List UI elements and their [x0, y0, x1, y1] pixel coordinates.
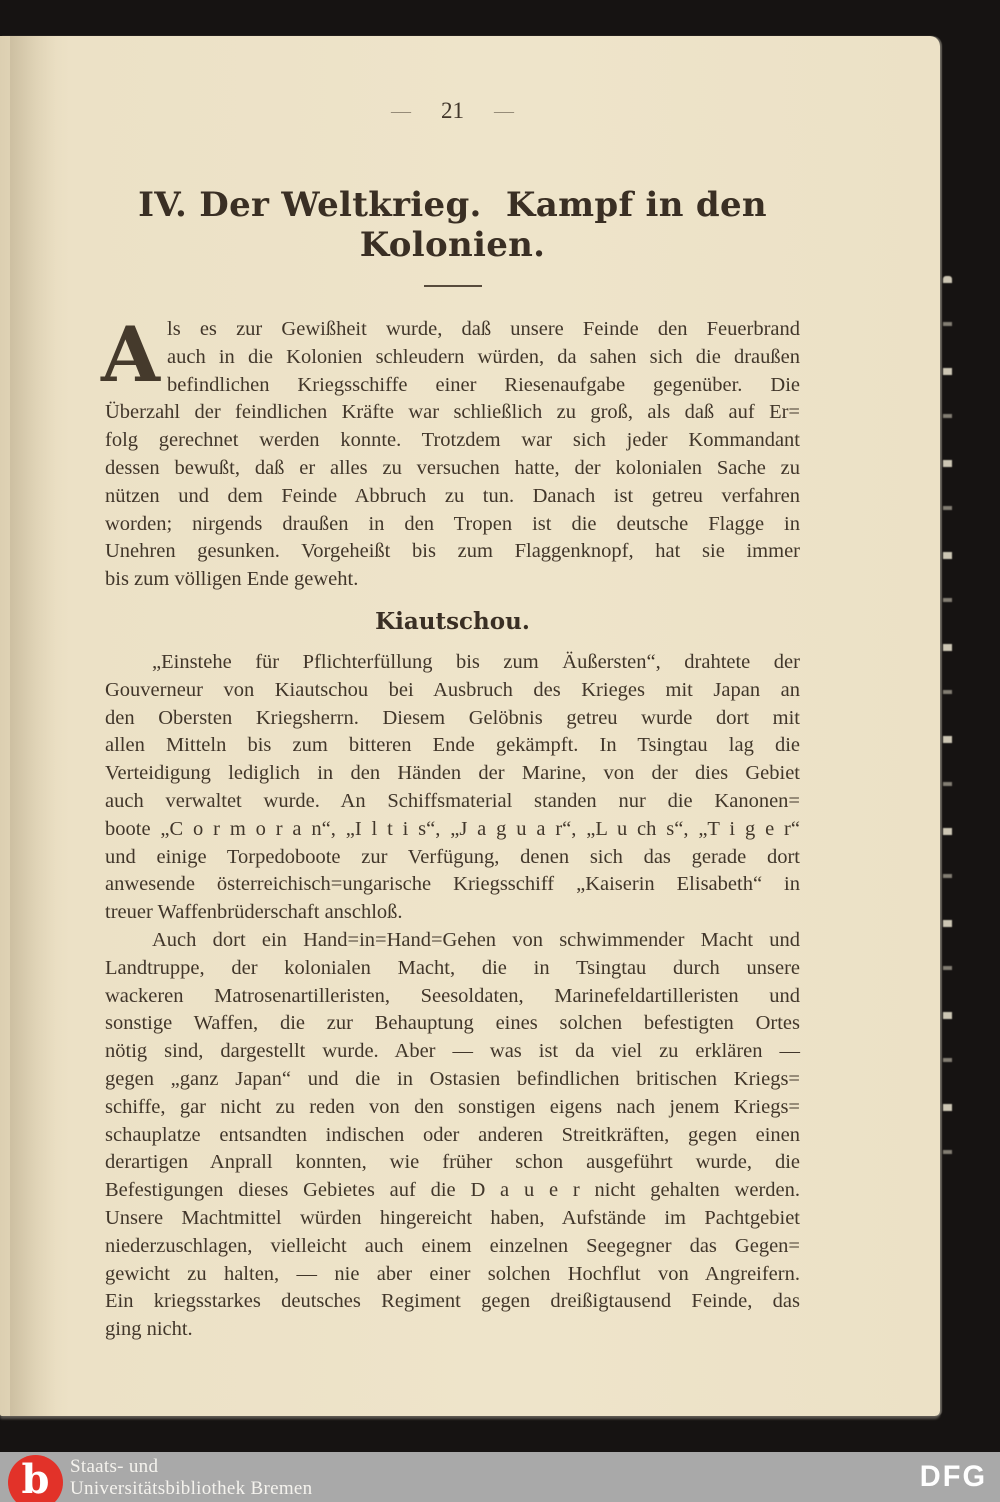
text-line: auch in die Kolonien schleudern würden, da sahen sich die draußen: [167, 345, 800, 368]
logo-letter-b: b: [21, 1455, 50, 1502]
text-line: derartigen Anprall konnten, wie früher schon ausgeführt wurde, die: [105, 1151, 800, 1174]
text-line: und einige Torpedoboote zur Verfügung, denen sich das gerade dort: [105, 845, 800, 868]
text-line: niederzuschlagen, vielleicht auch einem einzelnen Seegegner das Gegen=: [105, 1234, 800, 1257]
text-line: den Obersten Kriegsherrn. Diesem Gelöbnis getreu wurde dort mit: [105, 706, 800, 729]
text-line: befindlichen Kriegsschiffe einer Riesenaufgabe gegenüber. Die: [167, 373, 800, 396]
text-line: nützen und dem Feinde Abbruch zu tun. Danach ist getreu verfahren: [105, 484, 800, 507]
text-line: Ein kriegsstarkes deutsches Regiment gegen dreißigtausend Feinde, das: [105, 1290, 800, 1313]
paragraph-2: [105, 649, 800, 927]
text-line: Überzahl der feindlichen Kräfte war schließlich zu groß, als daß auf Er=: [105, 401, 800, 424]
page-content: [0, 98, 940, 1344]
chapter-title: IV. Der Weltkrieg. Kampf in den Kolonien.: [138, 185, 780, 265]
section-heading: Kiautschou.: [375, 607, 530, 635]
text-line: ging nicht.: [105, 1318, 193, 1341]
text-line: allen Mitteln bis zum bitteren Ende gekämpft. In Tsingtau lag die: [105, 734, 800, 757]
text-line: Landtruppe, der kolonialen Macht, die in Tsingtau durch unsere: [105, 956, 800, 979]
text-line: boote „C o r m o r a n“, „I l t i s“, „J a g u a r“, „L u ch s“, „T i g e r“: [105, 817, 800, 840]
text-line: sonstige Waffen, die zur Behauptung eines solchen befestigten Ortes: [105, 1012, 800, 1035]
text-line: „Einstehe für Pflichterfüllung bis zum Äußersten“, drahtete der: [152, 650, 800, 673]
text-line: auch verwaltet wurde. An Schiffsmaterial standen nur die Kanonen=: [105, 789, 800, 812]
dfg-logo: DFG: [919, 1460, 987, 1494]
text-line: treuer Waffenbrüderschaft anschloß.: [105, 901, 403, 924]
text-line: Unehren gesunken. Vorgeheißt bis zum Flaggenknopf, hat sie immer: [105, 540, 800, 563]
text-line: Auch dort ein Hand=in=Hand=Gehen von schwimmender Macht und: [152, 928, 800, 951]
paragraph-1: [101, 310, 800, 594]
page-number: 21: [441, 98, 464, 123]
text-line: wackeren Matrosenartilleristen, Seesoldaten, Marinefeldartilleristen und: [105, 984, 800, 1007]
text-line: Verteidigung lediglich in den Händen der Marine, von der dies Gebiet: [105, 762, 800, 785]
paragraph-3: [105, 927, 800, 1344]
page-number-dash-left: —: [391, 99, 411, 122]
page-number-row: [105, 98, 800, 124]
library-footer-bar: [0, 1452, 1000, 1502]
text-line: Befestigungen dieses Gebietes auf die D a u e r nicht gehalten werden.: [105, 1179, 800, 1202]
title-rule-divider: [424, 285, 482, 287]
text-line: dessen bewußt, daß er alles zu versuchen hatte, der kolonialen Sache zu: [105, 456, 800, 479]
text-line: schauplatze entsandten indischen oder anderen Streitkräften, gegen einen: [105, 1123, 800, 1146]
text-line: ls es zur Gewißheit wurde, daß unsere Feinde den Feuerbrand: [167, 318, 800, 340]
text-line: Unsere Machtmittel würden hingereicht haben, Aufstände im Pachtgebiet: [105, 1206, 800, 1229]
library-name: [70, 1456, 312, 1500]
text-line: nötig sind, dargestellt wurde. Aber — was ist da viel zu erklären —: [105, 1040, 800, 1063]
text-line: gewicht zu halten, — nie aber einer solchen Hochflut von Angreifern.: [105, 1262, 800, 1285]
bremen-library-logo: [8, 1455, 63, 1502]
text-line: worden; nirgends draußen in den Tropen ist die deutsche Flagge in: [105, 512, 800, 535]
library-name-line2: Universitätsbibliothek Bremen: [70, 1478, 313, 1499]
page-number-dash-right: —: [494, 99, 514, 122]
drop-cap-initial: A: [101, 310, 160, 399]
text-line: folg gerechnet werden konnte. Trotzdem war sich jeder Kommandant: [105, 429, 800, 452]
text-line: bis zum völligen Ende geweht.: [105, 568, 359, 591]
text-line: anwesende österreichisch=ungarische Kriegsschiff „Kaiserin Elisabeth“ in: [105, 873, 800, 896]
text-line: Gouverneur von Kiautschou bei Ausbruch des Krieges mit Japan an: [105, 678, 800, 701]
scanned-page: [0, 36, 940, 1416]
library-name-line1: Staats- und: [70, 1456, 159, 1477]
text-line: schiffe, gar nicht zu reden von den sonstigen eigens nach jenem Kriegs=: [105, 1095, 800, 1118]
text-line: gegen „ganz Japan“ und die in Ostasien befindlichen britischen Kriegs=: [105, 1067, 800, 1090]
